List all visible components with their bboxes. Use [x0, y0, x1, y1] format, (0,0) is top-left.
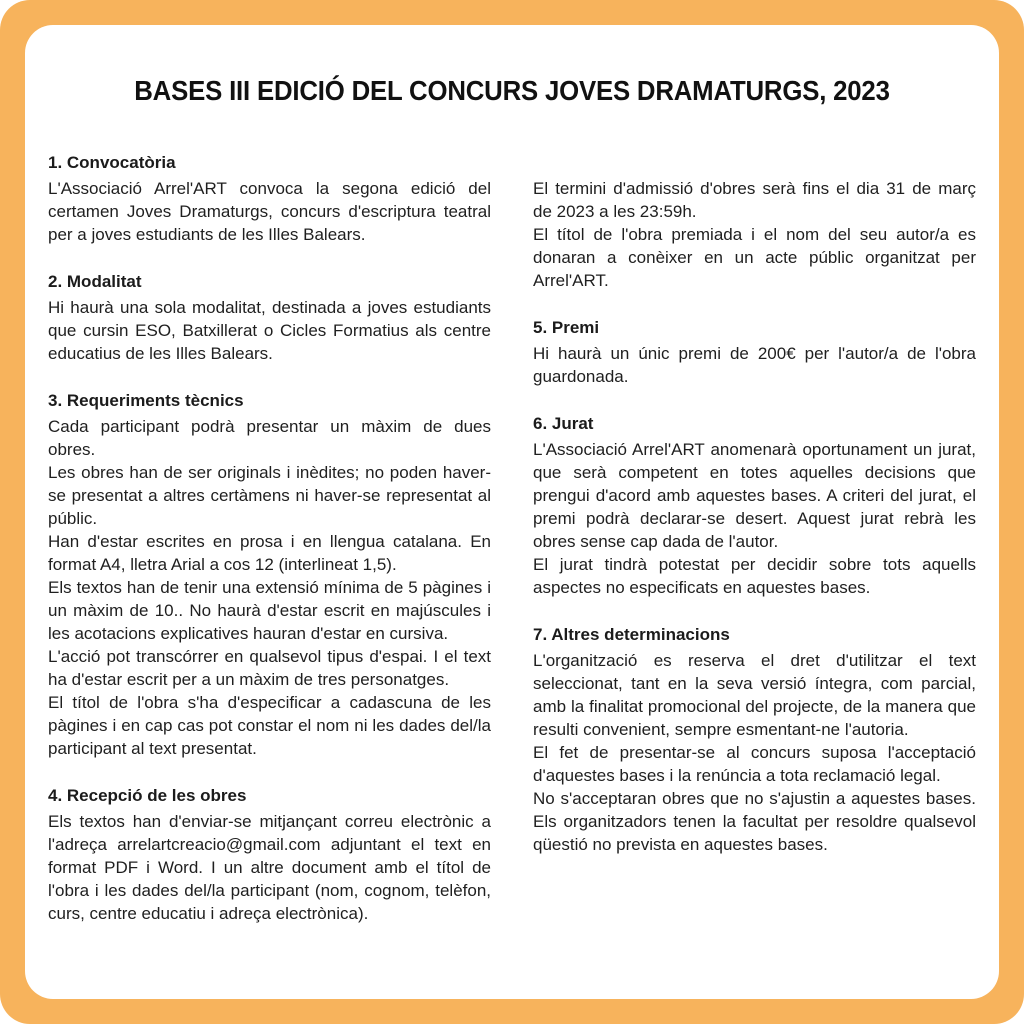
paragraph: Les obres han de ser originals i inèdites; no poden haver-se presentat a altres certàmens ni haver-se representat al públic. [48, 463, 491, 528]
section-premi [533, 316, 976, 388]
paragraph: No s'acceptaran obres que no s'ajustin a aquestes bases. Els organitzadors tenen la facultat per resoldre qualsevol qüestió no prevista en aquestes bases. [533, 789, 976, 854]
section-termini-admissio [533, 177, 976, 292]
section-heading: 7. Altres determinacions [533, 625, 730, 644]
paragraph: L'organització es reserva el dret d'utilitzar el text seleccionat, tant en la seva versió íntegra, com parcial, amb la finalitat promocional del projecte, de la manera que resulti convenient, sempre esmentant-ne l'autoria. [533, 651, 976, 739]
section-heading: 5. Premi [533, 318, 600, 337]
paragraph: Han d'estar escrites en prosa i en llengua catalana. En format A4, lletra Arial a cos 12 (interlineat 1,5). [48, 532, 491, 574]
document-title: BASES III EDICIÓ DEL CONCURS JOVES DRAMATURGS, 2023 [134, 75, 890, 106]
paragraph: L'Associació Arrel'ART anomenarà oportunament un jurat, que serà competent en totes aquelles decisions que prengui d'acord amb aquestes bases. A criteri del jurat, el premi podrà declarar-se desert. Aquest jurat rebrà les obres sense cap dada de l'autor. [533, 440, 976, 551]
paragraph: El fet de presentar-se al concurs suposa l'acceptació d'aquestes bases i la renúncia a tota reclamació legal. [533, 743, 976, 785]
section-altres-determinacions [533, 623, 976, 856]
paragraph: El jurat tindrà potestat per decidir sobre tots aquells aspectes no especificats en aquestes bases. [533, 555, 976, 597]
paragraph: Els textos han de tenir una extensió mínima de 5 pàgines i un màxim de 10.. No haurà d'estar escrit en majúscules i les acotacions explicatives hauran d'estar en cursiva. [48, 578, 491, 643]
section-recepcio-obres [48, 784, 491, 925]
paragraph: El títol de l'obra s'ha d'especificar a cadascuna de les pàgines i en cap cas pot constar el nom ni les dades del/la participant al text presentat. [48, 693, 491, 758]
right-column [533, 151, 976, 949]
paragraph: L'Associació Arrel'ART convoca la segona edició del certamen Joves Dramaturgs, concurs d'escriptura teatral per a joves estudiants de les Illes Balears. [48, 179, 491, 244]
paragraph: El termini d'admissió d'obres serà fins el dia 31 de març de 2023 a les 23:59h. [533, 179, 976, 221]
paragraph: Cada participant podrà presentar un màxim de dues obres. [48, 417, 491, 459]
section-heading: 4. Recepció de les obres [48, 786, 247, 805]
section-heading: 6. Jurat [533, 414, 594, 433]
left-column [48, 151, 491, 949]
section-jurat [533, 412, 976, 599]
section-heading: 1. Convocatòria [48, 153, 176, 172]
paragraph: L'acció pot transcórrer en qualsevol tipus d'espai. I el text ha d'estar escrit per a un màxim de tres personatges. [48, 647, 491, 689]
section-requeriments-tecnics [48, 389, 491, 760]
paragraph: Hi haurà una sola modalitat, destinada a joves estudiants que cursin ESO, Batxillerat o Cicles Formatius als centre educatius de les Illes Balears. [48, 298, 491, 363]
section-convocatoria [48, 151, 491, 246]
section-heading: 3. Requeriments tècnics [48, 391, 244, 410]
paragraph: Els textos han d'enviar-se mitjançant correu electrònic a l'adreça arrelartcreacio@gmail.com adjuntant el text en format PDF i Word. I un altre document amb el títol de l'obra i les dades del/la participant (nom, cognom, telèfon, curs, centre educatiu i adreça electrònica). [48, 812, 491, 923]
section-modalitat [48, 270, 491, 365]
paragraph: El títol de l'obra premiada i el nom del seu autor/a es donaran a conèixer en un acte públic organitzat per Arrel'ART. [533, 225, 976, 290]
two-column-layout [48, 151, 976, 949]
paragraph: Hi haurà un únic premi de 200€ per l'autor/a de l'obra guardonada. [533, 344, 976, 386]
document-sheet [25, 25, 999, 999]
section-heading: 2. Modalitat [48, 272, 142, 291]
